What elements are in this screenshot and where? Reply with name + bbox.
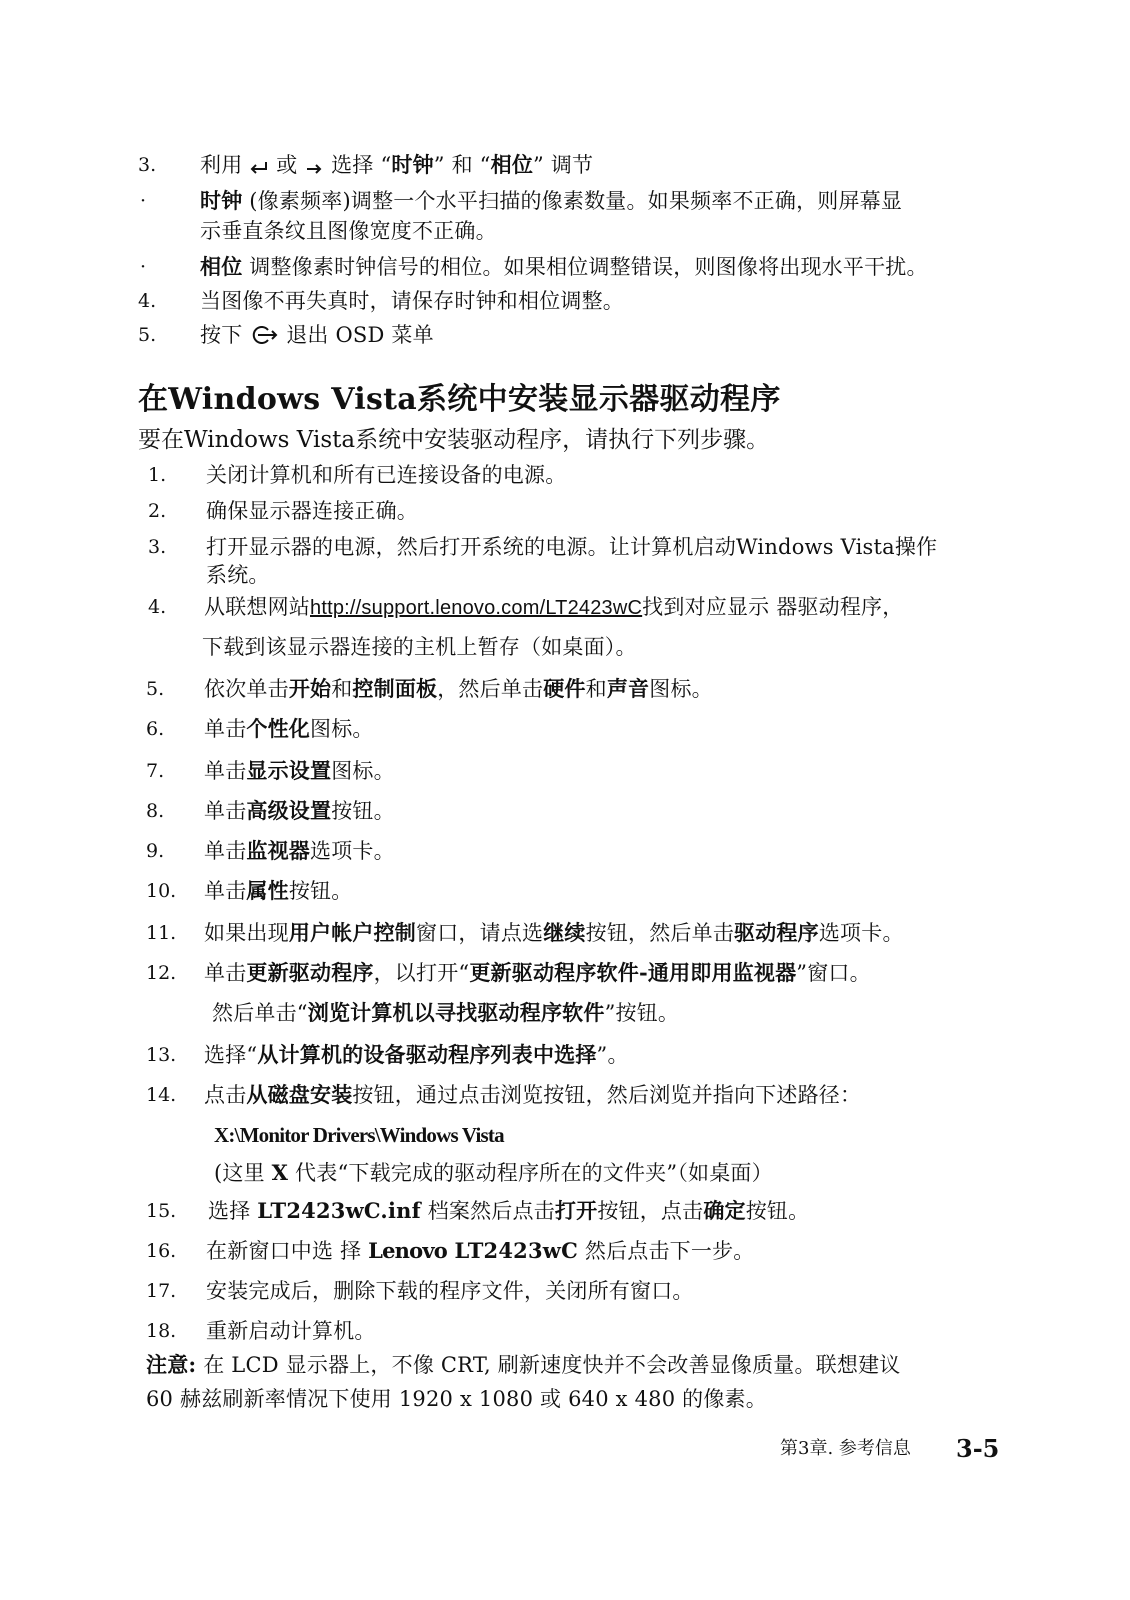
right-arrow-icon — [304, 159, 324, 175]
step-number: 3. — [148, 536, 167, 558]
exit-icon — [249, 325, 279, 345]
footer-chapter: 第3章. 参考信息 — [780, 1438, 911, 1459]
step-number: 6. — [146, 718, 165, 740]
left-arrow-icon — [249, 159, 269, 175]
step-4-text: 当图像不再失真时，请保存时钟和相位调整。 — [200, 289, 624, 313]
clock-description-cont: 示垂直条纹且图像宽度不正确。 — [200, 219, 497, 243]
step-number: 12. — [146, 962, 177, 984]
section-intro: 要在Windows Vista系统中安装驱动程序，请执行下列步骤。 — [138, 427, 770, 453]
step-10-text: 单击属性按钮。 — [204, 878, 353, 903]
step-3b-text: 打开显示器的电源，然后打开系统的电源。让计算机启动Windows Vista操作 — [206, 535, 938, 559]
step-4b-text: 从联想网站http://support.lenovo.com/LT2423wC找到对应显示 器驱动程序， — [204, 595, 904, 619]
step-number: 4. — [148, 596, 167, 618]
step-16-text: 在新窗口中选 择 Lenovo LT2423wC 然后点击下一步。 — [206, 1238, 755, 1263]
step-11-text: 如果出现用户帐户控制窗口，请点选继续按钮，然后单击驱动程序选项卡。 — [204, 920, 904, 945]
step-5b-text: 依次单击开始和控制面板，然后单击硬件和声音图标。 — [204, 676, 713, 701]
step-13-text: 选择“从计算机的设备驱动程序列表中选择”。 — [204, 1042, 629, 1067]
step-number: 1. — [148, 464, 167, 486]
step-number: 15. — [146, 1200, 177, 1222]
step-14-note: (这里 X 代表“下载完成的驱动程序所在的文件夹”（如桌面） — [214, 1160, 773, 1185]
step-number: 18. — [146, 1320, 177, 1342]
step-number: 7. — [146, 760, 165, 782]
bullet: · — [140, 256, 147, 278]
step-5-text: 按下 退出 OSD 菜单 — [200, 323, 434, 347]
step-number: 11. — [146, 922, 177, 944]
step-14-text: 点击从磁盘安装按钮，通过点击浏览按钮，然后浏览并指向下述路径： — [204, 1082, 862, 1107]
step-7-text: 单击显示设置图标。 — [204, 758, 395, 783]
step-3b-text-cont: 系统。 — [206, 563, 270, 587]
note-text: 注意: 在 LCD 显示器上，不像 CRT, 刷新速度快并不会改善显像质量。联想建议 — [146, 1352, 901, 1377]
note-text-cont: 60 赫兹刷新率情况下使用 1920 x 1080 或 640 x 480 的像素。 — [146, 1387, 767, 1411]
step-12-text: 单击更新驱动程序，以打开“更新驱动程序软件-通用即用监视器”窗口。 — [204, 960, 871, 985]
step-6-text: 单击个性化图标。 — [204, 716, 374, 741]
driver-path: X:\Monitor Drivers\Windows Vista — [214, 1123, 504, 1147]
step-1-text: 关闭计算机和所有已连接设备的电源。 — [206, 463, 567, 487]
step-17-text: 安装完成后，删除下载的程序文件，关闭所有窗口。 — [206, 1279, 694, 1303]
step-4b-text-cont: 下载到该显示器连接的主机上暂存（如桌面）。 — [202, 635, 637, 659]
step-number: 8. — [146, 800, 165, 822]
support-link[interactable]: http://support.lenovo.com/LT2423wC — [310, 597, 643, 619]
step-number: 5. — [146, 678, 165, 700]
step-8-text: 单击高级设置按钮。 — [204, 798, 395, 823]
step-number: 9. — [146, 840, 165, 862]
step-number: 3. — [138, 154, 157, 176]
step-3-text: 利用 或 选择 “时钟” 和 “相位” 调节 — [200, 152, 594, 177]
step-number: 17. — [146, 1280, 177, 1302]
step-number: 13. — [146, 1044, 177, 1066]
step-number: 10. — [146, 880, 177, 902]
step-2-text: 确保显示器连接正确。 — [206, 499, 418, 523]
step-number: 2. — [148, 500, 167, 522]
step-number: 5. — [138, 324, 157, 346]
page-number: 3-5 — [956, 1434, 1000, 1463]
step-15-text: 选择 LT2423wC.inf 档案然后点击打开按钮，点击确定按钮。 — [208, 1198, 810, 1223]
step-number: 14. — [146, 1084, 177, 1106]
step-number: 4. — [138, 290, 157, 312]
clock-description: 时钟 (像素频率)调整一个水平扫描的像素数量。如果频率不正确，则屏幕显 — [200, 188, 903, 213]
step-18-text: 重新启动计算机。 — [206, 1319, 376, 1343]
step-number: 16. — [146, 1240, 177, 1262]
step-9-text: 单击监视器选项卡。 — [204, 838, 395, 863]
section-title: 在Windows Vista系统中安装显示器驱动程序 — [138, 382, 781, 417]
step-12-text-cont: 然后单击“浏览计算机以寻找驱动程序软件”按钮。 — [212, 1000, 680, 1025]
phase-description: 相位 调整像素时钟信号的相位。如果相位调整错误，则图像将出现水平干扰。 — [200, 254, 928, 279]
bullet: · — [140, 190, 147, 212]
